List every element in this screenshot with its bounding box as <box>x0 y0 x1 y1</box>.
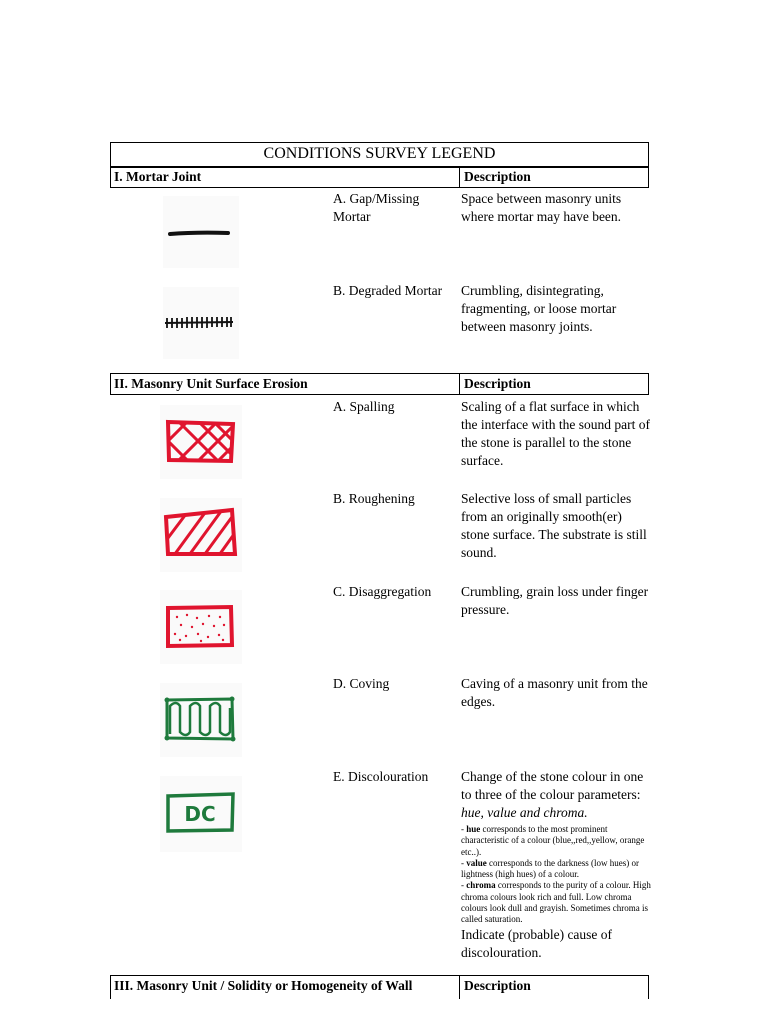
note-value: - value corresponds to the darkness (low hues) or lightness (high hues) of a colour. <box>461 857 639 880</box>
item-description: Selective loss of small particles from an originally smooth(er) stone surface. The substrate is still sound. <box>461 491 647 560</box>
description-header: Description <box>464 978 531 993</box>
item-label: E. Discolouration <box>333 769 429 784</box>
header-divider <box>459 976 460 999</box>
item-label: A. Gap/Missing Mortar <box>333 191 420 224</box>
hatched-line-icon <box>162 314 236 332</box>
red-crosshatch-icon <box>163 416 239 466</box>
description-header: Description <box>464 376 531 391</box>
item-description: Crumbling, grain loss under finger pressure. <box>461 584 649 617</box>
item-description: Caving of a masonry unit from the edges. <box>461 676 648 709</box>
item-label: C. Disaggregation <box>333 584 432 599</box>
header-divider <box>459 167 460 187</box>
item-label: A. Spalling <box>333 399 395 414</box>
item-description: Crumbling, disintegrating, fragmenting, or loose mortar between masonry joints. <box>461 283 617 334</box>
section-title: II. Masonry Unit Surface Erosion <box>114 376 308 391</box>
red-dotted-box-icon <box>163 603 237 651</box>
note-chroma: - chroma corresponds to the purity of a colour. High chroma colours look rich and full. Low chroma colours look dull and grayish. Sometimes chroma is called saturation. <box>461 880 651 925</box>
red-diagonal-hatch-icon <box>162 506 240 558</box>
item-description: Change of the stone colour in one to three of the colour parameters: <box>461 769 644 802</box>
item-description-italic: hue, value and chroma. <box>461 805 588 820</box>
section-header-solidity <box>110 975 649 999</box>
item-label: D. Coving <box>333 676 390 691</box>
item-label: B. Roughening <box>333 491 415 506</box>
section-header-mortar-joint <box>110 166 649 188</box>
item-label: B. Degraded Mortar <box>333 283 443 298</box>
item-description-block <box>461 768 651 962</box>
solid-line-icon <box>166 224 232 242</box>
colour-notes <box>461 824 651 926</box>
section-title: I. Mortar Joint <box>114 169 202 184</box>
item-description-cause: Indicate (probable) cause of discolouration. <box>461 926 613 960</box>
green-dc-box-icon <box>163 790 237 838</box>
section-title: III. Masonry Unit / Solidity or Homogeneity of Wall <box>114 978 413 993</box>
description-header: Description <box>464 169 531 184</box>
header-divider <box>459 374 460 394</box>
section-header-surface-erosion <box>110 373 649 395</box>
note-hue: - hue corresponds to the most prominent characteristic of a colour (blue,,red,,yellow, orange etc..). <box>461 824 645 857</box>
dc-icon-text: DC <box>184 802 216 826</box>
legend-title: CONDITIONS SURVEY LEGEND <box>263 145 496 162</box>
item-description: Space between masonry units where mortar may have been. <box>461 191 622 224</box>
green-wave-box-icon <box>162 694 238 746</box>
item-description: Scaling of a flat surface in which the interface with the sound part of the stone is parallel to the stone surface. <box>461 399 650 468</box>
